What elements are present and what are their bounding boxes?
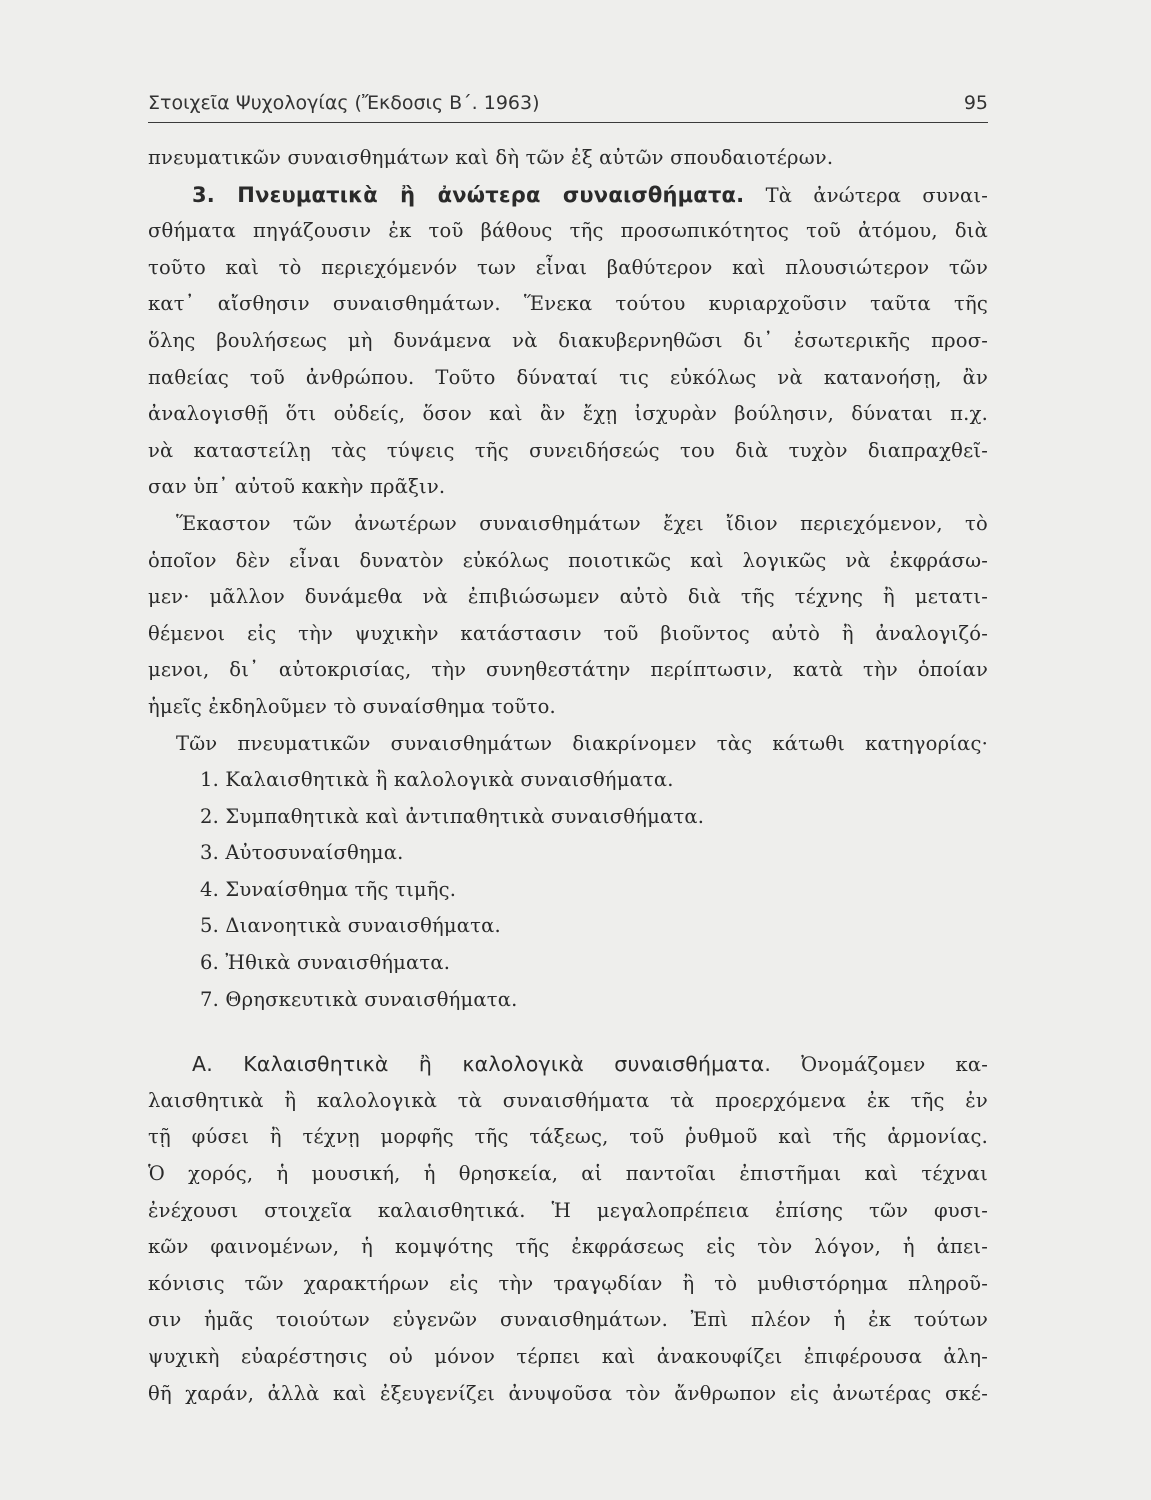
list-item: 2. Συμπαθητικὰ καὶ ἀντιπαθητικὰ συναισθήματα. xyxy=(200,804,705,828)
text-line: ψυχικὴ εὐαρέστησις οὐ μόνον τέρπει καὶ ἀνακουφίζει ἐπιφέρουσα ἀλη- xyxy=(148,1345,988,1368)
text-fragment: Ὀνομάζομεν κα- xyxy=(801,1053,988,1077)
text-line: ἐνέχουσι στοιχεῖα καλαισθητικά. Ἡ μεγαλοπρέπεια ἐπίσης τῶν φυσι- xyxy=(148,1198,988,1222)
text-line: ὁποῖον δὲν εἶναι δυνατὸν εὐκόλως ποιοτικῶς καὶ λογικῶς νὰ ἐκφράσω- xyxy=(148,548,988,572)
text-line: κῶν φαινομένων, ἡ κομψότης τῆς ἐκφράσεως εἰς τὸν λόγον, ἡ ἀπει- xyxy=(148,1235,988,1259)
text-line: σιν ἡμᾶς τοιούτων εὐγενῶν συναισθημάτων. Ἐπὶ πλέον ἡ ἐκ τούτων xyxy=(148,1308,988,1332)
text-line: ἀναλογισθῇ ὅτι οὐδείς, ὅσον καὶ ἂν ἔχῃ ἰσχυρὰν βούλησιν, δύναται π.χ. xyxy=(148,402,988,426)
section-a-heading: Α. Καλαισθητικὰ ἢ καλολογικὰ συναισθήματα. xyxy=(192,1052,772,1077)
text-line: λαισθητικὰ ἢ καλολογικὰ τὰ συναισθήματα τὰ προερχόμενα ἐκ τῆς ἐν xyxy=(148,1088,988,1112)
text-line: μενοι, δι᾽ αὐτοκρισίας, τὴν συνηθεστάτην περίπτωσιν, κατὰ τὴν ὁποίαν xyxy=(148,658,988,682)
section-gap xyxy=(148,1018,988,1046)
text-line: σθήματα πηγάζουσιν ἐκ τοῦ βάθους τῆς προσωπικότητος τοῦ ἀτόμου, διὰ xyxy=(148,219,988,243)
category-list xyxy=(148,762,988,1018)
list-item: 1. Καλαισθητικὰ ἢ καλολογικὰ συναισθήματα. xyxy=(200,768,674,792)
running-header xyxy=(148,90,988,123)
text-line: μεν· μᾶλλον δυνάμεθα νὰ ἐπιβιώσωμεν αὐτὸ διὰ τῆς τέχνης ἢ μετατι- xyxy=(148,585,988,609)
text-line: Ἕκαστον τῶν ἀνωτέρων συναισθημάτων ἔχει ἴδιον περιεχόμενον, τὸ xyxy=(176,511,988,535)
section-a-first-line xyxy=(148,1046,988,1083)
list-item: 7. Θρησκευτικὰ συναισθήματα. xyxy=(200,987,518,1011)
list-item: 3. Αὐτοσυναίσθημα. xyxy=(200,841,404,865)
text-line: σαν ὑπ᾽ αὐτοῦ κακὴν πρᾶξιν. xyxy=(148,475,446,499)
text-line: τῇ φύσει ἢ τέχνῃ μορφῆς τῆς τάξεως, τοῦ ῥυθμοῦ καὶ τῆς ἁρμονίας. xyxy=(148,1125,988,1149)
text-line: κόνισις τῶν χαρακτήρων εἰς τὴν τραγῳδίαν ἢ τὸ μυθιστόρημα πληροῦ- xyxy=(148,1271,988,1295)
text-line: Ὁ χορός, ἡ μουσική, ἡ θρησκεία, αἱ παντοῖαι ἐπιστῆμαι καὶ τέχναι xyxy=(148,1162,988,1186)
text-line: θῆ χαράν, ἀλλὰ καὶ ἐξευγενίζει ἀνυψοῦσα τὸν ἄνθρωπον εἰς ἀνωτέρας σκέ- xyxy=(148,1381,988,1405)
text-line: παθείας τοῦ ἀνθρώπου. Τοῦτο δύναταί τις εὐκόλως νὰ κατανοήσῃ, ἂν xyxy=(148,365,988,389)
page-body xyxy=(148,140,988,1412)
text-line: νὰ καταστείλῃ τὰς τύψεις τῆς συνειδήσεώς του διὰ τυχὸν διαπραχθεῖ- xyxy=(148,438,988,462)
text-line: κατ᾽ αἴσθησιν συναισθημάτων. Ἕνεκα τούτου κυριαρχοῦσιν ταῦτα τῆς xyxy=(148,292,988,316)
section-3-first-line xyxy=(148,177,988,214)
text-line: ἡμεῖς ἐκδηλοῦμεν τὸ συναίσθημα τοῦτο. xyxy=(148,694,556,718)
list-item: 6. Ἠθικὰ συναισθήματα. xyxy=(200,951,451,975)
text-line: τοῦτο καὶ τὸ περιεχόμενόν των εἶναι βαθύτερον καὶ πλουσιώτερον τῶν xyxy=(148,255,988,279)
text-line: ὅλης βουλήσεως μὴ δυνάμενα νὰ διακυβερνηθῶσι δι᾽ ἐσωτερικῆς προσ- xyxy=(148,328,988,352)
running-title: Στοιχεῖα Ψυχολογίας (Ἔκδοσις Β΄. 1963) xyxy=(148,92,540,114)
list-item: 5. Διανοητικὰ συναισθήματα. xyxy=(200,914,501,938)
page-number: 95 xyxy=(963,92,988,114)
text-line: πνευματικῶν συναισθημάτων καὶ δὴ τῶν ἐξ αὐτῶν σπουδαιοτέρων. xyxy=(148,146,834,169)
list-item: 4. Συναίσθημα τῆς τιμῆς. xyxy=(200,877,457,901)
list-intro: Τῶν πνευματικῶν συναισθημάτων διακρίνομεν τὰς κάτωθι κατηγορίας· xyxy=(176,731,988,755)
text-line: θέμενοι εἰς τὴν ψυχικὴν κατάστασιν τοῦ βιοῦντος αὐτὸ ἢ ἀναλογιζό- xyxy=(148,621,988,645)
section-3-heading: 3. Πνευματικὰ ἢ ἀνώτερα συναισθήματα. xyxy=(192,182,745,207)
text-fragment: Τὰ ἀνώτερα συναι- xyxy=(765,183,989,207)
